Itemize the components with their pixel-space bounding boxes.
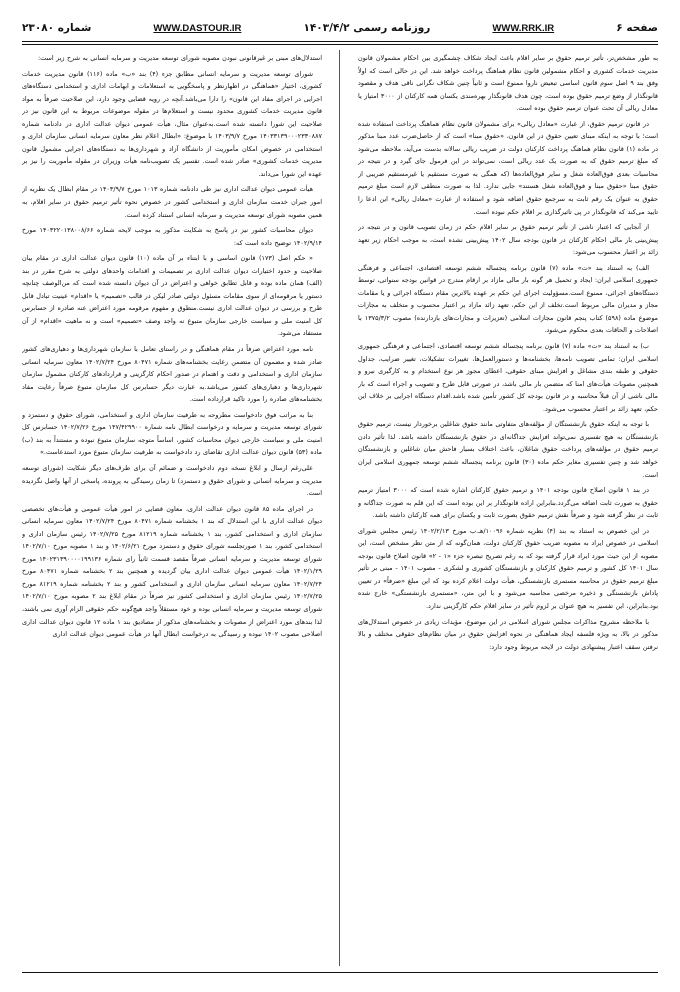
footer-rule	[22, 972, 658, 973]
header-rule	[22, 41, 658, 42]
site-link-left[interactable]: WWW.DASTOUR.IR	[153, 22, 242, 34]
right-paragraph: با توجه به اینکه حقوق بازنشستگان از مؤلفه‌های متفاوتی مانند حقوق شاغلین برخوردار نیست، ترمیم حقوق بازنشستگان به هیچ تفسیری نمی‌تواند افزایش جداگانه‌ای در حقوق بازنشستگان داشته باشد. لذا تأثیر دادن ترمیم حقوق در مؤلفه‌های پرداخت حقوق شاغلان، باعث اختلاف بسیار فاحش میان شاغلین و بازنشستگان خواهد شد و چنین تفسیری مغایر حکم ماده (۳۰) قانون برنامه پنجساله ششم توسعه جمهوری اسلامی ایران است.	[358, 420, 658, 479]
left-column	[22, 52, 322, 964]
right-paragraph: از آنجایی که اعتبار ناشی از تأثیر ترمیم حقوق بر سایر اقلام حکم در زمان تصویب قانون و در نتیجه در پیش‌بینی بار مالی احکام کارکنان در قانون بودجه سال ۱۴۰۲ پیش‌بینی نشده است، به موجب احکام زیر تعهد زائد بر اعتبار محسوب می‌شود:	[358, 223, 658, 257]
left-paragraph: شورای توسعه مدیریت و سرمایه انسانی مطابق جزء (۴) بند «ب» ماده (۱۱۶) قانون مدیریت خدمات کشوری، اختیار «هماهنگی در اظهارنظر و پاسخگویی به استعلامات و ابهامات اداری و استخدامی دستگاه‌های اجرایی در اجرای مفاد این قانون» را دارا می‌باشد.آنچه در رویه قضایی وجود دارد، این صلاحیت صرفاً به مواد قانون مدیریت خدمات کشوری محدود نیست و استعلام‌ها در مقوله موضوعات مربوط به این قانون نیز در صلاحیت این شورا دانسته شده است.به‌عنوان مثال، هیأت عمومی دیوان عدالت اداری در دادنامه شماره ۱۴۰۳۳۱۳۹۰۰۰۲۳۳۰۸۸۷ مورخ ۱۴۰۳/۹/۷ با موضوع: «ابطال اعلام نظر معاون سرمایه انسانی سازمان اداری و استخدامی در خصوص امکان مأموریت از دانشگاه آزاد و شهرداری‌ها به دستگاه‌های اجرایی مشمول قانون مدیریت خدمات کشوری» صادر شده است. تفسیر یک تصویب‌نامه هیأت وزیران در مقوله مأموریت را نیز بر عهده این شورا می‌داند.	[22, 69, 322, 178]
left-paragraph: نامه مورد اعتراض صرفاً در مقام هماهنگی و در راستای تعامل با سازمان شهرداری‌ها و دهیاری‌های کشور صادر شده و مضمون آن متضمن رعایت بخشنامه‌های شماره ۸۰۴۷۱ مورخ ۱۴۰۲/۷/۲۴ معاون سرمایه انسانی سازمان اداری و استخدامی و دقت و اهتمام در صدور احکام کارگزینی و قراردادهای کارکنان مشمول سازمان شهرداری‌ها و دهیاری‌های کشور می‌باشد.به عبارت دیگر حسابرس کل سازمان متبوع صرفاً رعایت مفاد بخشنامه‌های صادره را مورد تاکید قرارداده است.	[22, 345, 322, 404]
right-paragraph: با ملاحظه مشروح مذاکرات مجلس شورای اسلامی در این موضوع، مؤیدات زیادی در خصوص استدلال‌های مذکور در بالا، به ویژه فلسفه ایجاد هماهنگی در نحوه افزایش حقوق در میان نظام‌های حقوقی مختلف و بالا نرفتن سقف اعتبار پیشنهادی دولت در لایحه مربوط وجود دارد:	[358, 617, 658, 651]
right-paragraph: در قانون ترمیم حقوق، از عبارت «معادل ریالی» برای مشمولان قانون نظام هماهنگ پرداخت استفاده شده است؛ با توجه به اینکه مبنای تعیین حقوق در این قانون، «حقوق مبنا» است که از حاصل‌ضرب عدد مبنا مذکور در ماده (۱) قانون نظام هماهنگ پرداخت کارکنان دولت در ضریب ریالی سالانه بدست می‌آید، ملاحظه می‌شود که مبلغ ترمیم حقوق که به صورت یک عدد ریالی است، نمی‌تواند در این فرمول جای گیرد و در نتیجه در محاسبات بعدی فوق‌العاده شغل و سایر فوق‌العاده‌ها (که همگی به صورت مستقیم یا غیرمستقیم ضریبی از حقوق مبنا «حقوق مبنا و فوق‌العاده شغل هستند» جایی ندارد. لذا به صورت منطقی لازم است مبلغ ترمیم حقوق به عنوان یک رقم ثابت به سرجمع حقوق اضافه شود و استفاده از عبارت «معادل ریالی» این ادعا را تایید می‌کند که قانونگذار در پی تاثیرگذاری بر اقلام حکم نبوده است.	[358, 119, 658, 216]
gazette-date: روزنامه رسمی ۱۴۰۳/۴/۲	[303, 22, 431, 34]
left-paragraph: دیوان محاسبات کشور نیز در پاسخ به شکایت مذکور به موجب لایحه شماره ۱۴۰۳۲۲۰۱۳۸۰۰۸/۶۶ مورخ ۱۴۰۲/۹/۱۴ توضیح داده است که:	[22, 226, 322, 247]
left-paragraph: « حکم اصل (۱۷۳) قانون اساسی و با ابتناء بر آن ماده (۱۰) قانون دیوان عدالت اداری در مقام بیان صلاحیت و حدود اختیارات دیوان عدالت اداری بر تصمیمات و اقدامات واحدهای دولتی به شرح مقرر در بند (الف) همان ماده بوده و قابل تطابق خواهی و اعتراض در آن دیوان دانسته شده است که من‌الوصف چنانچه دستور یا مرقومه‌ای از سوی مقامات مسئول دولتی صادر لیکن در قالب «تصمیم» یا «اقدام» عینیت تبادل قابل طرح و بررسی در دیوان عدالت اداری نیست.منطوق و مفهوم مرقومه مورد اعتراض عنه صادره از حسابرس کل امنیت ملی و سیاست خارجی سازمان متبوع نه واجد وصف «تصمیم» است و نه ماهیت «اقدام» از آن مستفاد می‌شود.	[22, 254, 322, 338]
right-paragraph: الف) به استناد بند «ت» ماده (۷) قانون برنامه پنجساله ششم توسعه اقتصادی، اجتماعی و فرهنگی جمهوری اسلامی ایران: ایجاد و تحمیل هر گونه بار مالی مازاد بر ارقام مندرج در قوانین بودجه سنواتی، توسط دستگاه‌های اجرائی، ممنوع است.مسؤولیت اجرای این حکم بر عهده بالاترین مقام دستگاه اجرائی و یا مقامات مجاز و مدیران مالی مربوط است.تخلف از این حکم، تعهد زائد مازاد بر اعتبار محسوب و متخلف به مجازات موضوع ماده (۵۹۸) کتاب پنجم قانون مجازات اسلامی (تعزیرات و مجازات‌های بازدارنده) مصوب ۱۳۷۵/۳/۲ با اصلاحات و الحاقات بعدی محکوم می‌شود.	[358, 263, 658, 335]
left-paragraph: بنا به مراتب فوق دادخواست مطروحه به طرفیت سازمان اداری و استخدامی، شورای حقوق و دستمزد و شورای توسعه مدیریت و سرمایه و درخواست ابطال نامه شماره ۱۴۷/۴۲۹۹۰۰ مورخ ۱۴۰۲/۷/۲۶ حسابرس کل امنیت ملی و سیاست خارجی دیوان محاسبات کشور، اساساً متوجه سازمان متبوع نبوده و مستنداً به بند (ب) ماده (۵۳) قانون دیوان عدالت اداری تقاضای رد دادخواست به طرفیت سازمان متبوع مورد استدعاست.»	[22, 410, 322, 457]
page-label: صفحه ۶	[616, 22, 658, 34]
left-paragraph: هیأت عمومی دیوان عدالت اداری نیز طی دادنامه شماره ۱۰۱۳ مورخ ۱۴۰۳/۹/۷ در مقام ابطال یک نظریه از امور جبران خدمت سازمان اداری و استخدامی کشور در خصوص نحوه تأثیر ترمیم حقوق در سایر اقلام، به همین مصوبه شورای توسعه مدیریت و سرمایه انسانی استناد کرده است.	[22, 185, 322, 219]
left-paragraph: علی‌رغم ارسال و ابلاغ نسخه دوم دادخواست و ضمائم آن برای طرف‌های دیگر شکایت (شورای توسعه مدیریت و سرمایه انسانی و شورای حقوق و دستمزد) تا زمان رسیدگی به پرونده، پاسخی از آنها واصل نگردیده است.	[22, 463, 322, 498]
page-header	[22, 18, 658, 38]
right-paragraph: به طور مشخص‌تر، تأثیر ترمیم حقوق بر سایر اقلام باعث ایجاد شکاف چشمگیری بین احکام مشمولان قانون مدیریت خدمات کشوری و احکام مشمولین قانون نظام هماهنگ پرداخت خواهد شد. این در حالی است که اولاً وفق بند ۹ اصل سوم قانون اساسی تبعیض ناروا ممنوع است و ثانیاً چنین شکاف نگرانی ناقی هدف و مقصود قانونگذار از وضع ترمیم حقوق بوده است، چون هدف قانونگذار بهره‌مندی یکسان همه کارکنان از ۳۰۰۰ امتیاز یا معادل ریالی آن تحت عنوان ترمیم حقوق بوده است.	[358, 54, 658, 113]
left-paragraph: استدلال‌های مبنی بر غیرقانونی نبودن مصوبه شورای توسعه مدیریت و سرمایه انسانی به شرح زیر است:	[37, 54, 322, 62]
right-paragraph: ب) به استناد بند «ت» ماده (۷) قانون برنامه پنجساله ششم توسعه اقتصادی، اجتماعی و فرهنگی جمهوری اسلامی ایران: تمامی تصویب نامه‌ها، بخشنامه‌ها و دستورالعمل‌ها، تغییرات تشکیلات، تغییر ضرایب، جداول حقوقی و طبقه بندی مشاغل و افزایش مبنای حقوقی، اعطای مجوز هر نوع استخدام و به کارگیری نیرو و همچنین مصوبات هیأت‌های امنا که متضمن بار مالی باشد، در صورتی قابل طرح و تصویب و اجراء است که بار مالی ناشی از آن قبلاً محاسبه و در قانون بودجه کل کشور تأمین شده باشد.اقدام دستگاه اجرایی بر خلاف این حکم، تعهد زائد بر اعتبار محسوب می‌شود.	[358, 342, 658, 413]
issue-number: شماره ۲۳۰۸۰	[22, 22, 92, 34]
right-column	[358, 52, 658, 964]
left-paragraph: در اجرای ماده ۸۵ قانون دیوان عدالت اداری، معاون قضایی در امور هیأت عمومی و هیأت‌های تخصصی دیوان عدالت اداری با این استدلال که بند ۱ بخشنامه شماره ۸۰۴۷۱ مورخ ۱۴۰۲/۷/۲۴ معاون سرمایه انسانی سازمان اداری و استخدامی کشور، بند ۱ بخشنامه شماره ۸۱۲۱۹ مورخ ۱۴۰۲/۷/۲۵ رئیس سازمان اداری و استخدامی کشور، بند ۱ صورتجلسه شورای حقوق و دستمزد مورخ ۱۴۰۲/۶/۲۱ و بند ۱ مصوبه مورخ ۱۴۰۲/۷/۱۰ شورای توسعه مدیریت و سرمایه انسانی صرفاً مقصد قسمت ثانیاً رای شماره ۱۴۰۲۳۱۳۹۰۰۰۰۱۹۹۱۳۶ مورخ ۱۴۰۲/۱/۲۹ هیأت عمومی دیوان عدالت اداری بیان گردیده و همچنین بند ۲ بخشنامه شماره ۸۰۴۷۱ مورخ ۱۴۰۲/۷/۲۴ معاون سرمایه انسانی سازمان اداری و استخدامی کشور و بند ۲ بخشنامه شماره ۸۱۲۱۹ مورخ ۱۴۰۲/۷/۲۵ رئیس سازمان اداری و استخدامی کشور نیز صرفاً در مقام ابلاغ بند ۲ مصوبه مورخ ۱۴۰۲/۷/۱۰ شورای توسعه مدیریت و سرمایه انسانی بوده و خود مستقلاً واجد هیچ‌گونه حکم حقوقی الزام آوری نمی باشند، لذا بندهای مورد اعتراض از مصوبات و بخشنامه‌های مذکور از مصادیق بند ۱ ماده ۱۲ قانون دیوان عدالت اداری اصلاحی مصوب ۱۴۰۲ نبوده و رسیدگی به درخواست ابطال آنها در هیأت عمومی دیوان عدالت اداری	[22, 504, 322, 639]
right-paragraph: در بند ۱ قانون اصلاح قانون بودجه ۱۴۰۱ و ترمیم حقوق کارکنان اشاره شده است که ۳۰۰۰ امتیاز ترمیم حقوق به صورت ثابت اضافه می‌گردد.بنابراین اراده قانونگذار بر این بوده است که این قلم به صورت جداگانه و ثابت در نظر گرفته شود و صرفاً نقش ترمیم حقوق بصورت ثابت و یکسان برای همه کارکنان داشته باشد.	[358, 486, 658, 520]
column-divider	[339, 50, 340, 966]
site-link-right[interactable]: WWW.RRK.IR	[492, 22, 555, 34]
header-rule-thin	[22, 44, 658, 45]
right-paragraph: در این خصوص به استناد به بند (۴) نظریه شماره ۱۰۰۹۶/هـ.ب مورخ ۱۴۰۲/۲/۱۳ رئیس مجلس شورای اسلامی در خصوص ایراد به مصوبه ضریب حقوق کارکنان دولت، همان‌گونه که از متن نظر مشخص است، این مصوبه از این حیث مورد ایراد قرار گرفته بود که به رغم تصریح تبصره جزء «۱ - ۲» قانون اصلاح قانون بودجه سال ۱۴۰۱ کل کشور و ترمیم حقوق کارکنان و بازنشستگان کشوری و لشکری - مصوب ۱۴۰۱ - مبنی بر تأثیر مبلغ ترمیم حقوق در محاسبه مستمری بازنشستگی، هیأت دولت اعلام کرده بود که این مبلغ «صرفاً» در تعیین پاداش بازنشستگی و ذخیره مرخصی محاسبه می‌شود و با این متن، «مستمری بازنشستگی» خارج شده بود.بنابراین، این تفسیر به هیچ عنوان بر لزوم تأثیر در سایر اقلام حکم کارگزینی ندارد.	[358, 526, 658, 610]
